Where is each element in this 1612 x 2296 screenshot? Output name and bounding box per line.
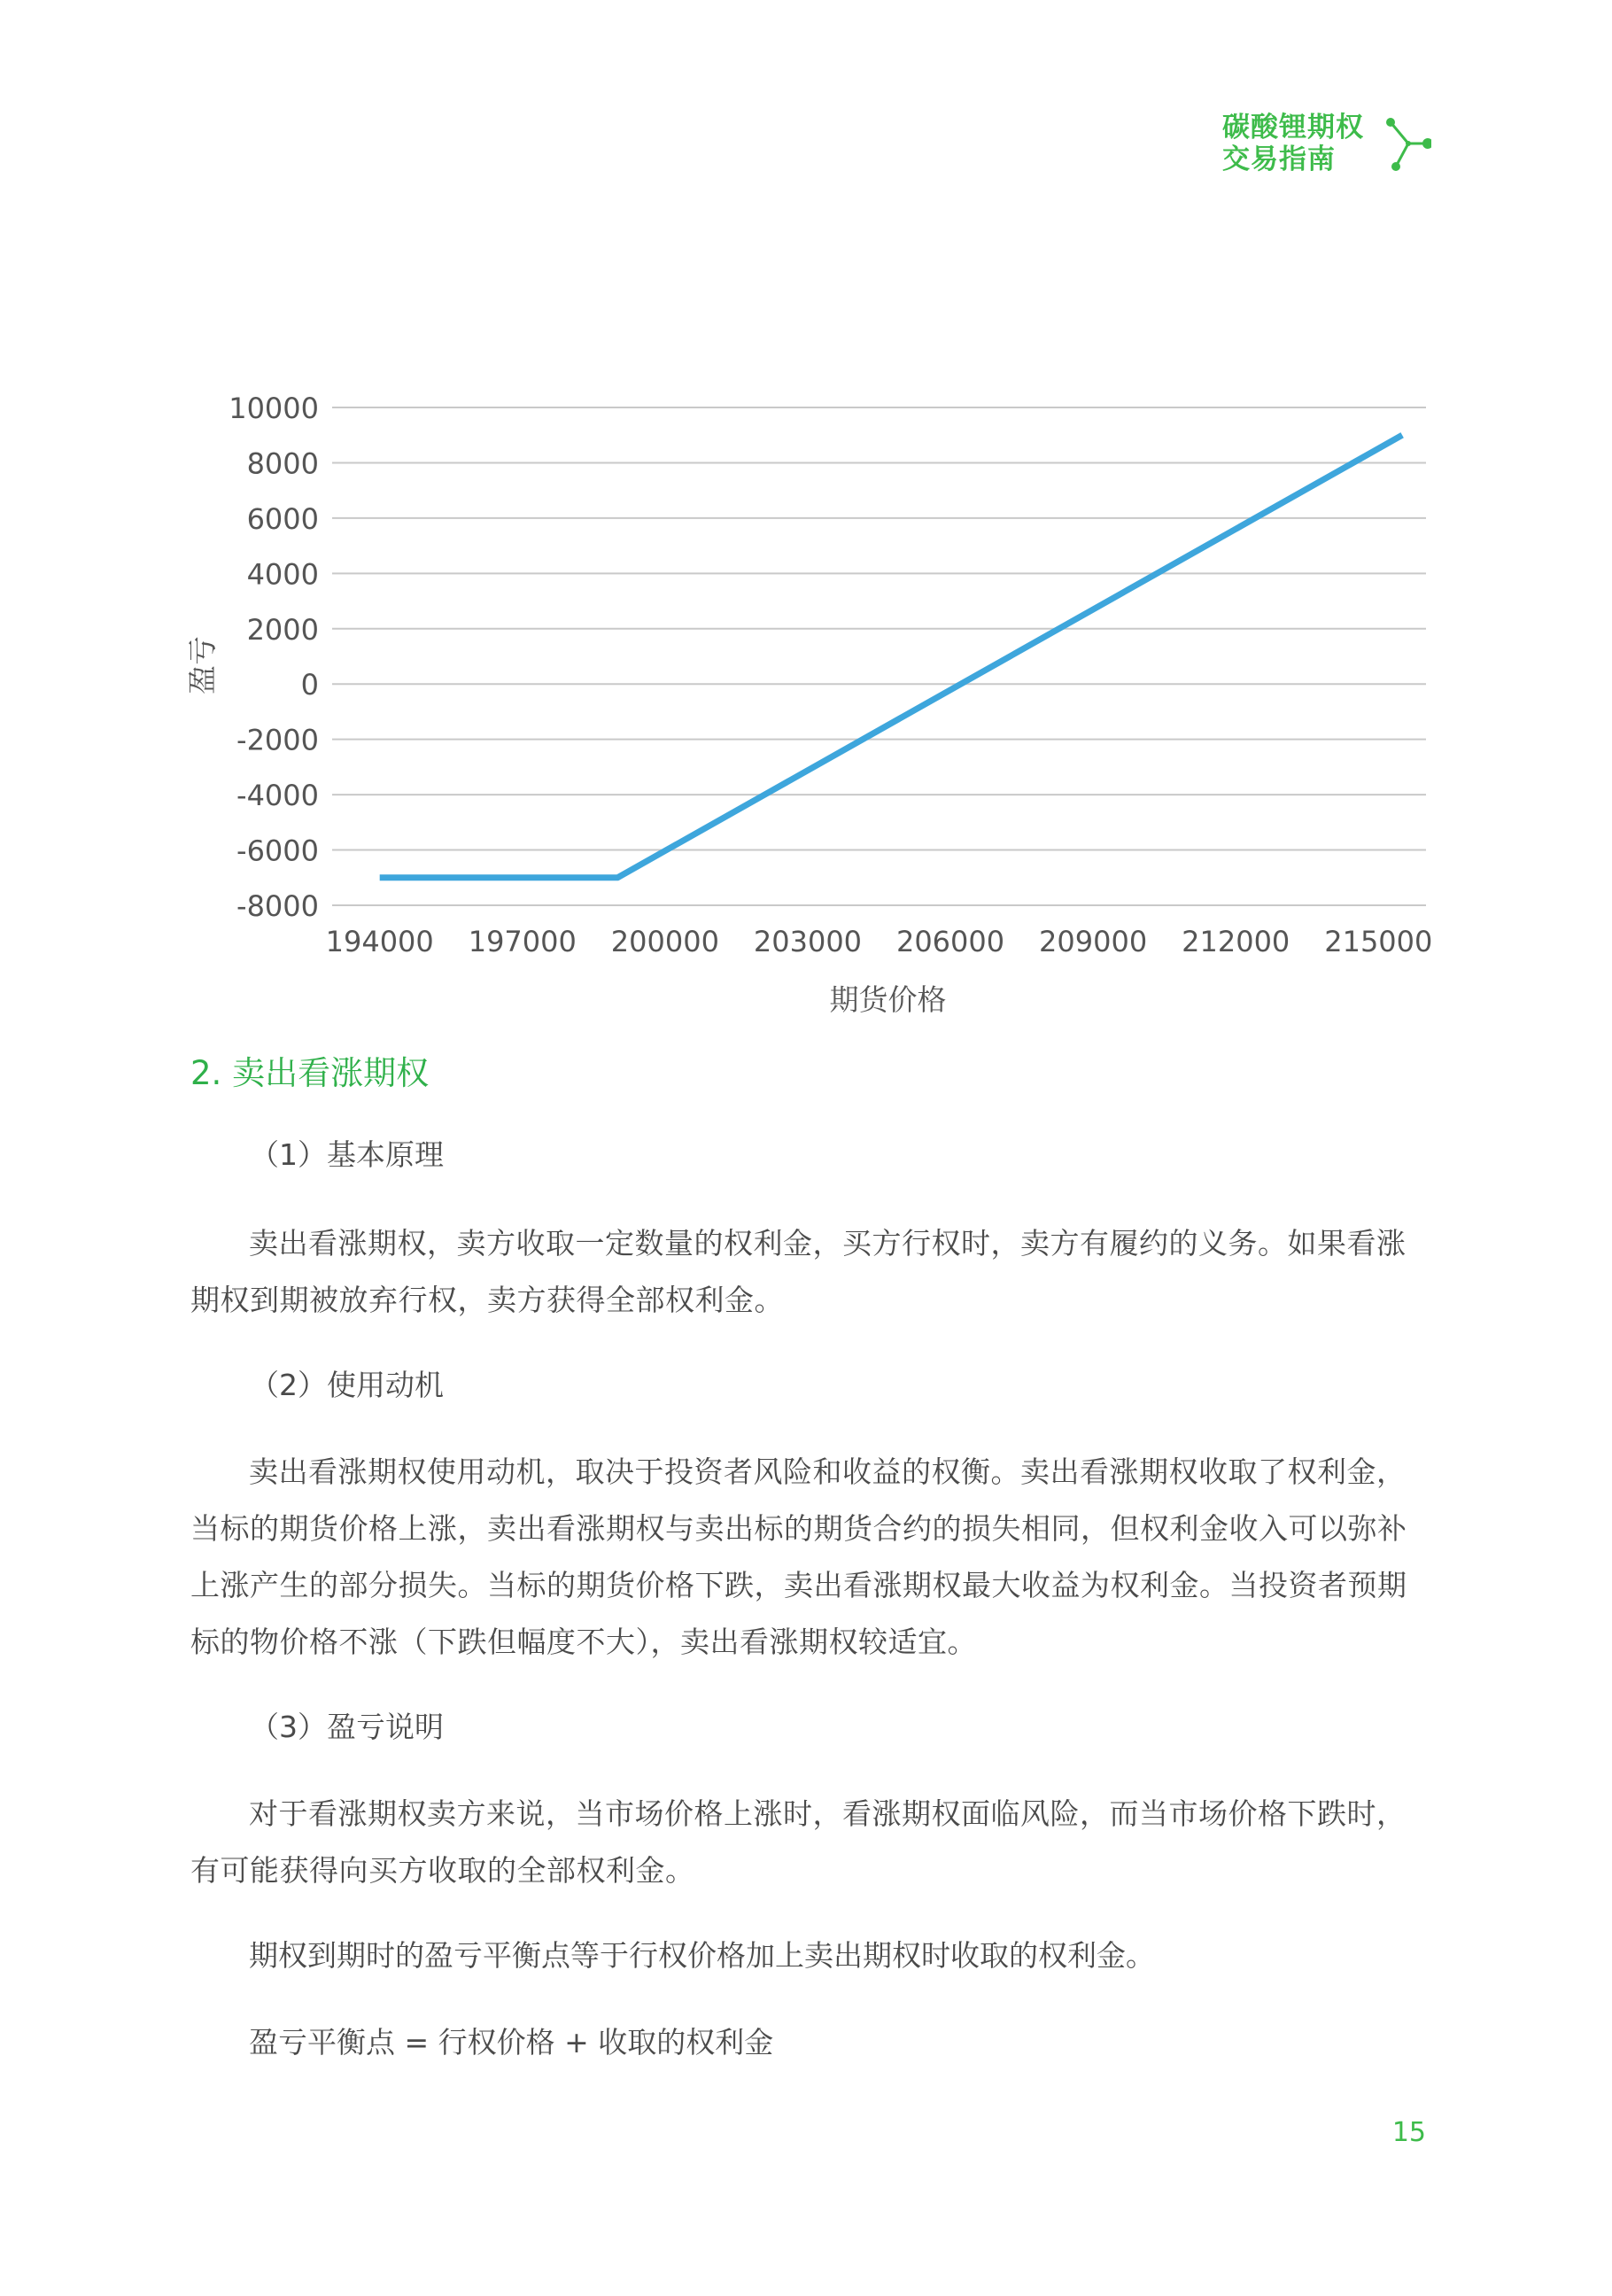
payoff-line [380, 435, 1402, 878]
x-tick-label: 203000 [753, 925, 863, 958]
x-tick-label: 194000 [325, 925, 434, 958]
breakeven-formula: 盈亏平衡点 = 行权价格 + 收取的权利金 [249, 2025, 774, 2059]
x-tick-label: 209000 [1039, 925, 1148, 958]
header-brand [1222, 106, 1435, 186]
x-tick-label: 212000 [1182, 925, 1290, 958]
subheading-motivation: （2）使用动机 [250, 1368, 444, 1402]
y-tick-label: 10000 [229, 392, 319, 425]
molecule-icon [1383, 112, 1431, 182]
x-axis-label: 期货价格 [829, 982, 947, 1017]
paragraph-motivation: 卖出看涨期权使用动机，取决于投资者风险和收益的权衡。卖出看涨期权收取了权利金，当标的期货价格上涨，卖出看涨期权与卖出标的期货合约的损失相同，但权利金收入可以弥补上涨产生的部分损失。当标的期货价格下跌，卖出看涨期权最大收益为权利金。当投资者预期标的物价格不涨（下跌但幅度不大），卖出看涨期权较适宜。 [190, 1454, 1407, 1659]
subheading-profit-loss: （3）盈亏说明 [250, 1710, 444, 1744]
y-tick-label: -8000 [236, 889, 319, 923]
x-tick-label: 200000 [610, 925, 719, 958]
breakeven-sentence: 期权到期时的盈亏平衡点等于行权价格加上卖出期权时收取的权利金。 [249, 1938, 1155, 1973]
y-axis-label: 盈亏 [185, 636, 220, 694]
page-number: 15 [1391, 2117, 1426, 2148]
subheading-basic-principle: （1）基本原理 [250, 1137, 444, 1172]
paragraph-basic-principle: 卖出看涨期权，卖方收取一定数量的权利金，买方行权时，卖方有履约的义务。如果看涨期权到期被放弃行权，卖方获得全部权利金。 [190, 1226, 1407, 1317]
x-tick-label: 206000 [895, 925, 1005, 958]
x-tick-label: 197000 [468, 925, 577, 958]
y-tick-label: 4000 [246, 557, 319, 592]
section-heading: 2. 卖出看涨期权 [190, 1054, 430, 1092]
y-tick-label: 0 [300, 668, 319, 702]
brand-title [1222, 112, 1364, 175]
brand-title-line1: 碳酸锂期权 [1222, 112, 1364, 144]
y-tick-label: -4000 [236, 779, 319, 813]
y-tick-label: 8000 [246, 446, 319, 481]
brand-title-line2: 交易指南 [1222, 144, 1336, 175]
y-tick-label: -6000 [236, 834, 319, 868]
x-tick-label: 215000 [1324, 925, 1433, 958]
y-tick-label: 6000 [246, 501, 319, 536]
paragraph-profit-loss: 对于看涨期权卖方来说，当市场价格上涨时，看涨期权面临风险，而当市场价格下跌时，有可能获得向买方收取的全部权利金。 [190, 1796, 1407, 1888]
y-tick-label: -2000 [236, 723, 319, 757]
payoff-chart [168, 381, 1444, 1036]
y-tick-label: 2000 [246, 612, 319, 647]
